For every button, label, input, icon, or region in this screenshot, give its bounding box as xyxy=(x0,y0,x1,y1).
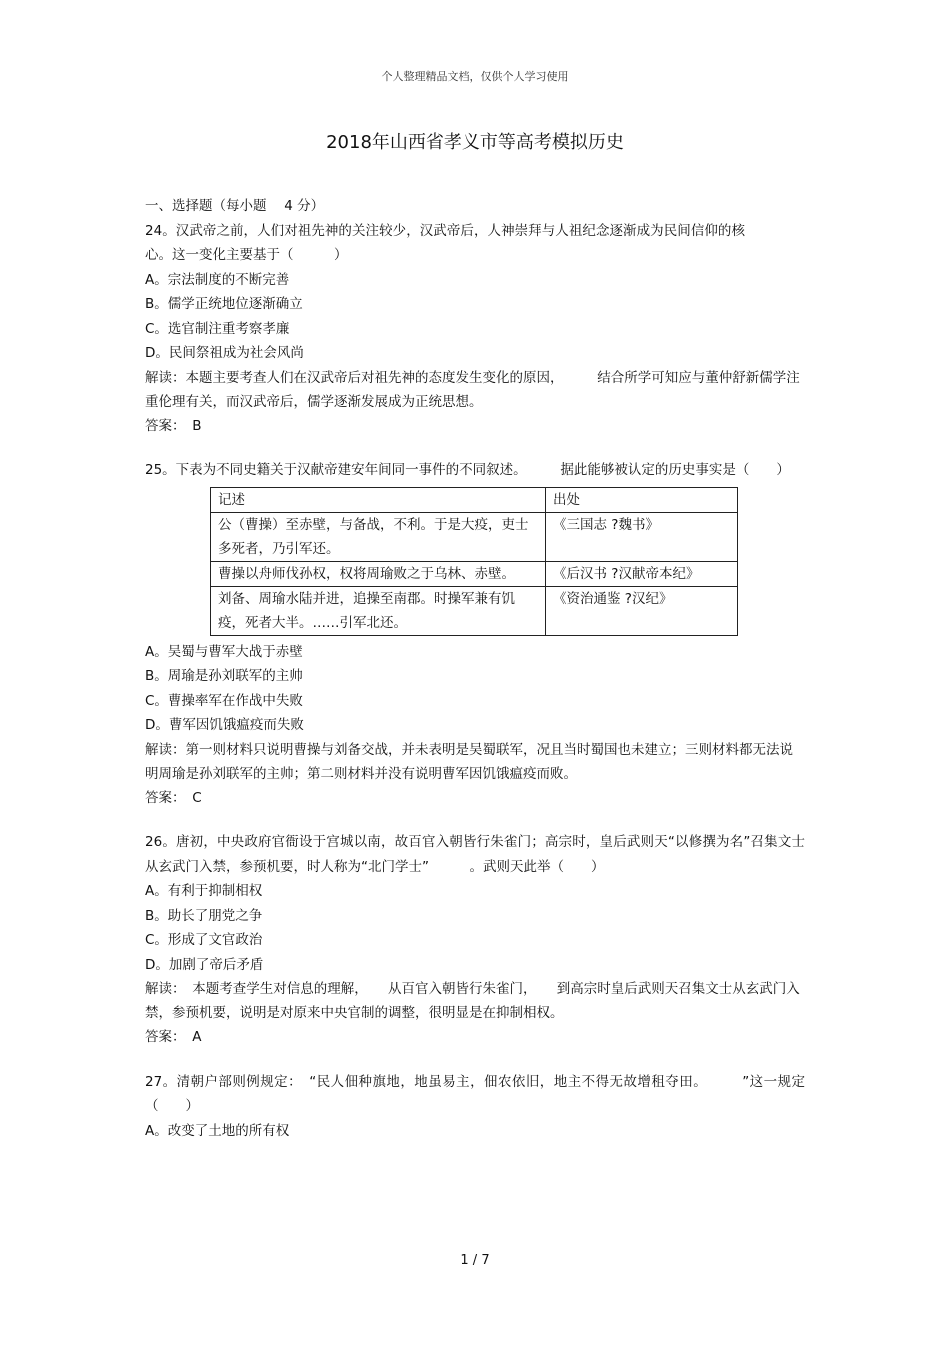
option-b: B。助长了朋党之争 xyxy=(145,907,263,924)
option-a: A。吴蜀与曹军大战于赤壁 xyxy=(145,643,303,660)
table-cell-source: 《后汉书 ?汉献帝本纪》 xyxy=(546,561,738,586)
table-row xyxy=(211,586,738,635)
section-heading: 一、选择题（每小题 4 分） xyxy=(145,198,325,214)
document-body xyxy=(145,194,805,1143)
question-stem: 25。下表为不同史籍关于汉献帝建安年间同一事件的不同叙述。 据此能够被认定的历史事实是（ ） xyxy=(145,462,790,478)
answer: 答案： C xyxy=(145,789,202,806)
table-cell-source: 《三国志 ?魏书》 xyxy=(546,512,738,561)
option-d: D。曹军因饥饿瘟疫而失败 xyxy=(145,717,304,733)
explanation: 解读：第一则材料只说明曹操与刘备交战，并未表明是吴蜀联军，况且当时蜀国也未建立；三则材料都无法说明周瑜是孙刘联军的主帅；第二则材料并没有说明曹军因饥饿瘟疫而败。 xyxy=(145,741,793,782)
header-note: 个人整理精品文档，仅供个人学习使用 xyxy=(381,70,569,83)
option-a: A。宗法制度的不断完善 xyxy=(145,271,290,288)
table-header-source: 出处 xyxy=(546,487,738,512)
question-24 xyxy=(145,219,805,439)
explanation: 解读：本题主要考查人们在汉武帝后对祖先神的态度发生变化的原因， 结合所学可知应与董仲舒新儒学注重伦理有关，而汉武帝后，儒学逐渐发展成为正统思想。 xyxy=(145,369,800,410)
table-row xyxy=(211,512,738,561)
table-cell-record: 曹操以舟师伐孙权，权将周瑜败之于乌林、赤壁。 xyxy=(211,561,546,586)
option-b: B。儒学正统地位逐渐确立 xyxy=(145,296,303,312)
table-row xyxy=(211,561,738,586)
question-stem: 27。清朝户部则例规定： “民人佃种旗地，地虽易主，佃农依旧，地主不得无故增租夺田。 ”这一规定（ ） xyxy=(145,1073,805,1114)
option-d: D。民间祭祖成为社会风尚 xyxy=(145,345,304,361)
question-25 xyxy=(145,458,805,810)
option-c: C。曹操率军在作战中失败 xyxy=(145,692,303,709)
table-header-record: 记述 xyxy=(211,487,546,512)
page-title: 2018年山西省孝义市等高考模拟历史 xyxy=(326,132,624,153)
option-a: A。有利于抑制相权 xyxy=(145,883,263,899)
option-c: C。形成了文官政治 xyxy=(145,932,263,948)
option-c: C。选官制注重考察孝廉 xyxy=(145,320,290,337)
answer: 答案： B xyxy=(145,417,202,434)
question-27 xyxy=(145,1070,805,1144)
question-stem: 26。唐初，中央政府官衙设于宫城以南，故百官入朝皆行朱雀门；高宗时，皇后武则天“以修撰为名”召集文士从玄武门入禁，参预机要，时人称为“北门学士” 。武则天此举（ ） xyxy=(145,834,805,875)
page-number: 1 / 7 xyxy=(460,1253,490,1268)
question-26 xyxy=(145,830,805,1050)
table-cell-record: 公（曹操）至赤壁，与备战，不利。于是大疫，吏士多死者，乃引军还。 xyxy=(211,512,546,561)
option-d: D。加剧了帝后矛盾 xyxy=(145,956,264,973)
table-cell-source: 《资治通鉴 ?汉纪》 xyxy=(546,586,738,635)
explanation: 解读： 本题考查学生对信息的理解， 从百官入朝皆行朱雀门， 到高宗时皇后武则天召集文士从玄武门入禁，参预机要，说明是对原来中央官制的调整，很明显是在抑制相权。 xyxy=(145,981,800,1021)
option-b: B。周瑜是孙刘联军的主帅 xyxy=(145,668,303,684)
table-cell-record: 刘备、周瑜水陆并进，追操至南郡。时操军兼有饥疫，死者大半。……引军北还。 xyxy=(211,586,546,635)
sources-table xyxy=(210,487,738,636)
option-a: A。改变了土地的所有权 xyxy=(145,1122,290,1139)
question-stem: 24。汉武帝之前，人们对祖先神的关注较少，汉武帝后，人神崇拜与人祖纪念逐渐成为民间信仰的核心。这一变化主要基于（ ） xyxy=(145,222,745,263)
answer: 答案： A xyxy=(145,1029,202,1045)
table-header-row xyxy=(211,487,738,512)
